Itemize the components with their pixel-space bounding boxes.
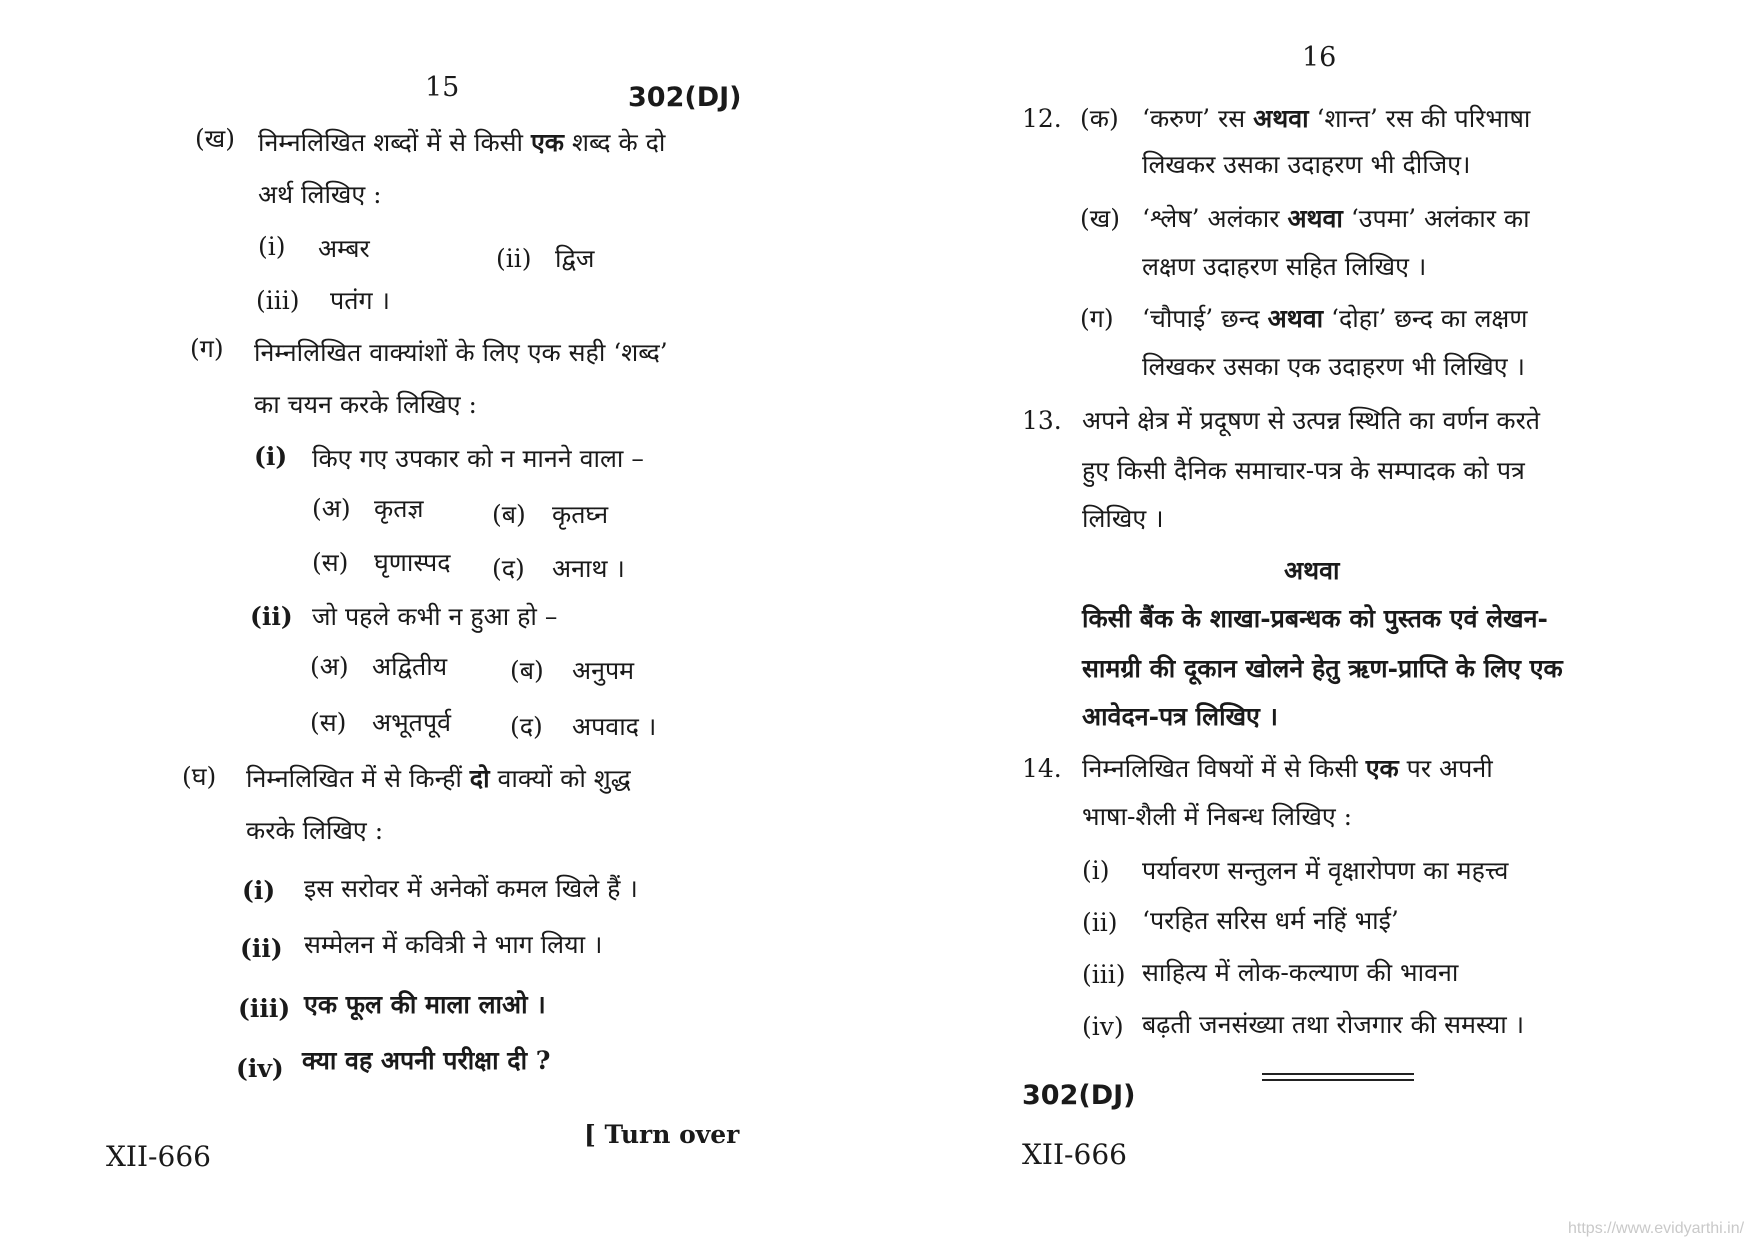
question-text: पर अपनी bbox=[1398, 754, 1493, 783]
item-text: सम्मेलन में कवित्री ने भाग लिया । bbox=[304, 930, 603, 959]
question-text: निम्नलिखित शब्दों में से किसी bbox=[258, 128, 531, 157]
question-number: 13. bbox=[1022, 406, 1062, 435]
question-text-line bbox=[1142, 204, 1530, 234]
question-number: 14. bbox=[1022, 754, 1062, 783]
question-text-line bbox=[246, 764, 631, 794]
option-label: (द) bbox=[492, 554, 525, 583]
item-text: अम्बर bbox=[318, 234, 370, 263]
option-label: (अ) bbox=[310, 652, 349, 681]
question-text: ‘शान्त’ रस की परिभाषा bbox=[1308, 104, 1531, 133]
option-text: अद्वितीय bbox=[372, 652, 448, 681]
question-text: ‘चौपाई’ छन्द bbox=[1142, 304, 1268, 333]
question-text: वाक्यों को शुद्ध bbox=[489, 764, 631, 793]
option-label: (द) bbox=[510, 712, 543, 741]
option-text: घृणास्पद bbox=[374, 548, 451, 577]
emphasis: एक bbox=[1365, 754, 1399, 783]
question-text: किसी बैंक के शाखा-प्रबन्धक को पुस्तक एवं लेखन- bbox=[1082, 604, 1548, 633]
question-text: अर्थ लिखिए : bbox=[258, 180, 382, 209]
emphasis: अथवा bbox=[1253, 104, 1309, 133]
option-label: (ब) bbox=[492, 500, 526, 529]
end-rule bbox=[1262, 1079, 1414, 1081]
question-number: 12. bbox=[1022, 104, 1062, 133]
item-text: एक फूल की माला लाओ । bbox=[304, 990, 546, 1019]
question-text: भाषा-शैली में निबन्ध लिखिए : bbox=[1082, 802, 1353, 831]
paper-code: 302(DJ) bbox=[628, 82, 742, 113]
footer-code: XII-666 bbox=[1022, 1138, 1127, 1171]
question-text: का चयन करके लिखिए : bbox=[254, 390, 477, 419]
question-text: निम्नलिखित विषयों में से किसी bbox=[1082, 754, 1366, 783]
emphasis: अथवा bbox=[1287, 204, 1343, 233]
option-text: अपवाद । bbox=[572, 712, 657, 741]
item-number: (i) bbox=[242, 876, 276, 905]
question-text: लिखकर उसका एक उदाहरण भी लिखिए । bbox=[1142, 352, 1526, 381]
item-number: (ii) bbox=[1082, 908, 1118, 937]
item-number: (iii) bbox=[238, 994, 291, 1023]
page-number: 16 bbox=[1302, 42, 1337, 73]
item-text: साहित्य में लोक-कल्याण की भावना bbox=[1142, 958, 1459, 987]
option-text: अभूतपूर्व bbox=[372, 708, 452, 737]
item-number: (iv) bbox=[236, 1054, 284, 1083]
footer-code: XII-666 bbox=[106, 1140, 211, 1173]
option-text: कृतज्ञ bbox=[374, 494, 424, 523]
item-number: (iii) bbox=[256, 286, 300, 315]
question-text-line bbox=[1142, 104, 1530, 134]
question-text: शब्द के दो bbox=[564, 128, 666, 157]
question-text: लिखकर उसका उदाहरण भी दीजिए। bbox=[1142, 150, 1471, 179]
emphasis: दो bbox=[469, 764, 490, 793]
option-text: कृतघ्न bbox=[552, 500, 609, 529]
question-text-line bbox=[1142, 304, 1527, 334]
question-text: आवेदन-पत्र लिखिए । bbox=[1082, 702, 1279, 731]
emphasis: एक bbox=[530, 128, 564, 157]
question-text: ‘करुण’ रस bbox=[1142, 104, 1254, 133]
turn-over-note: [ Turn over bbox=[584, 1120, 740, 1149]
watermark-url: https://www.evidyarthi.in/ bbox=[1568, 1220, 1745, 1237]
option-text: अनाथ । bbox=[552, 554, 625, 583]
question-label: (घ) bbox=[182, 762, 217, 791]
item-text: पर्यावरण सन्तुलन में वृक्षारोपण का महत्त्व bbox=[1142, 856, 1509, 885]
page-number: 15 bbox=[425, 72, 460, 103]
question-label: (ख) bbox=[195, 124, 235, 153]
option-label: (स) bbox=[310, 708, 347, 737]
question-text: हुए किसी दैनिक समाचार-पत्र के सम्पादक को पत्र bbox=[1082, 456, 1525, 485]
question-text-line bbox=[258, 128, 665, 158]
question-text: लक्षण उदाहरण सहित लिखिए । bbox=[1142, 252, 1427, 281]
item-number: (ii) bbox=[240, 934, 283, 963]
item-number: (i) bbox=[254, 442, 288, 471]
question-text: ‘उपमा’ अलंकार का bbox=[1342, 204, 1530, 233]
end-rule bbox=[1262, 1073, 1414, 1075]
item-text: क्या वह अपनी परीक्षा दी ? bbox=[302, 1046, 551, 1075]
item-text: किए गए उपकार को न मानने वाला – bbox=[312, 444, 644, 473]
question-text: करके लिखिए : bbox=[246, 816, 384, 845]
item-text: ‘परहित सरिस धर्म नहिं भाई’ bbox=[1142, 906, 1399, 935]
question-text: ‘दोहा’ छन्द का लक्षण bbox=[1323, 304, 1528, 333]
item-number: (i) bbox=[258, 232, 286, 261]
question-text: निम्नलिखित वाक्यांशों के लिए एक सही ‘शब्द’ bbox=[254, 338, 668, 367]
paper-code: 302(DJ) bbox=[1022, 1080, 1136, 1111]
question-text: सामग्री की दूकान खोलने हेतु ऋण-प्राप्ति के लिए एक bbox=[1082, 654, 1563, 683]
question-text: निम्नलिखित में से किन्हीं bbox=[246, 764, 470, 793]
item-number: (ii) bbox=[496, 244, 532, 273]
item-text: द्विज bbox=[555, 244, 595, 273]
item-number: (iv) bbox=[1082, 1012, 1124, 1041]
question-text: ‘श्लेष’ अलंकार bbox=[1142, 204, 1288, 233]
question-text: लिखिए । bbox=[1082, 504, 1164, 533]
option-label: (ब) bbox=[510, 656, 544, 685]
question-text-line bbox=[1082, 754, 1493, 784]
item-number: (ii) bbox=[250, 602, 293, 631]
item-text: जो पहले कभी न हुआ हो – bbox=[312, 602, 558, 631]
question-label: (ग) bbox=[1080, 304, 1114, 333]
question-label: (ख) bbox=[1080, 204, 1120, 233]
item-text: इस सरोवर में अनेकों कमल खिले हैं । bbox=[304, 874, 638, 903]
option-text: अनुपम bbox=[572, 656, 635, 685]
item-number: (i) bbox=[1082, 856, 1110, 885]
item-number: (iii) bbox=[1082, 960, 1126, 989]
option-label: (अ) bbox=[312, 494, 351, 523]
item-text: बढ़ती जनसंख्या तथा रोजगार की समस्या । bbox=[1142, 1010, 1525, 1039]
emphasis: अथवा bbox=[1267, 304, 1324, 333]
option-label: (स) bbox=[312, 548, 349, 577]
question-label: (ग) bbox=[190, 334, 224, 363]
or-divider: अथवा bbox=[1284, 556, 1340, 585]
question-text: अपने क्षेत्र में प्रदूषण से उत्पन्न स्थिति का वर्णन करते bbox=[1082, 406, 1541, 435]
item-text: पतंग । bbox=[330, 286, 390, 315]
question-label: (क) bbox=[1080, 104, 1119, 133]
